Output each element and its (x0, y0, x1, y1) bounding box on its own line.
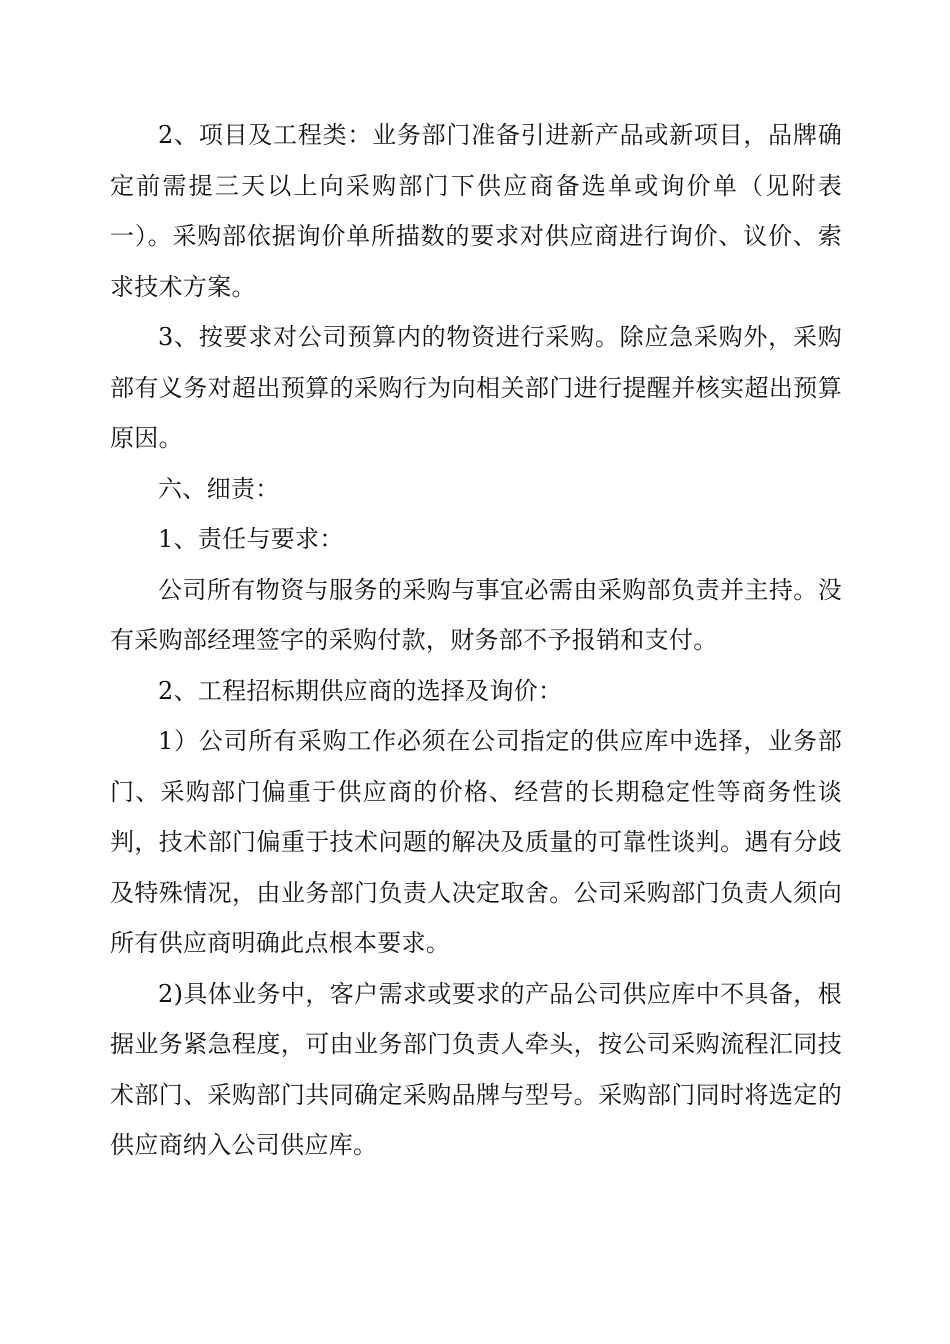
paragraph-supplier-library: 1）公司所有采购工作必须在公司指定的供应库中选择，业务部门、采购部门偏重于供应商的价格、经营的长期稳定性等商务性谈判，技术部门偏重于技术问题的解决及质量的可靠性谈判。遇有分歧及特殊情况，由业务部门负责人决定取舍。公司采购部门负责人须向所有供应商明确此点根本要求。 (110, 727, 842, 957)
paragraph-budget-procurement: 3、按要求对公司预算内的物资进行采购。除应急采购外，采购部有义务对超出预算的采购行为向相关部门进行提醒并核实超出预算原因。 (110, 323, 842, 452)
subheading-supplier-selection: 2、工程招标期供应商的选择及询价： (158, 676, 563, 705)
section-heading-detailed-duties: 六、细责： (158, 474, 280, 503)
subheading-responsibility: 1、责任与要求： (158, 525, 344, 553)
paragraph-procurement-authority: 公司所有物资与服务的采购与事宜必需由采购部负责并主持。没有采购部经理签字的采购付款，财务部不予报销和支付。 (110, 575, 842, 654)
paragraph-project-engineering: 2、项目及工程类：业务部门准备引进新产品或新项目，品牌确定前需提三天以上向采购部门下供应商备选单或询价单（见附表一）。采购部依据询价单所描数的要求对供应商进行询价、议价、索求技术方案。 (110, 121, 842, 301)
document-body (110, 110, 842, 1171)
paragraph-new-supplier: 2)具体业务中，客户需求或要求的产品公司供应库中不具备，根据业务紧急程度，可由业务部门负责人牵头，按公司采购流程汇同技术部门、采购部门共同确定采购品牌与型号。采购部门同时将选定的供应商纳入公司供应库。 (110, 979, 842, 1159)
